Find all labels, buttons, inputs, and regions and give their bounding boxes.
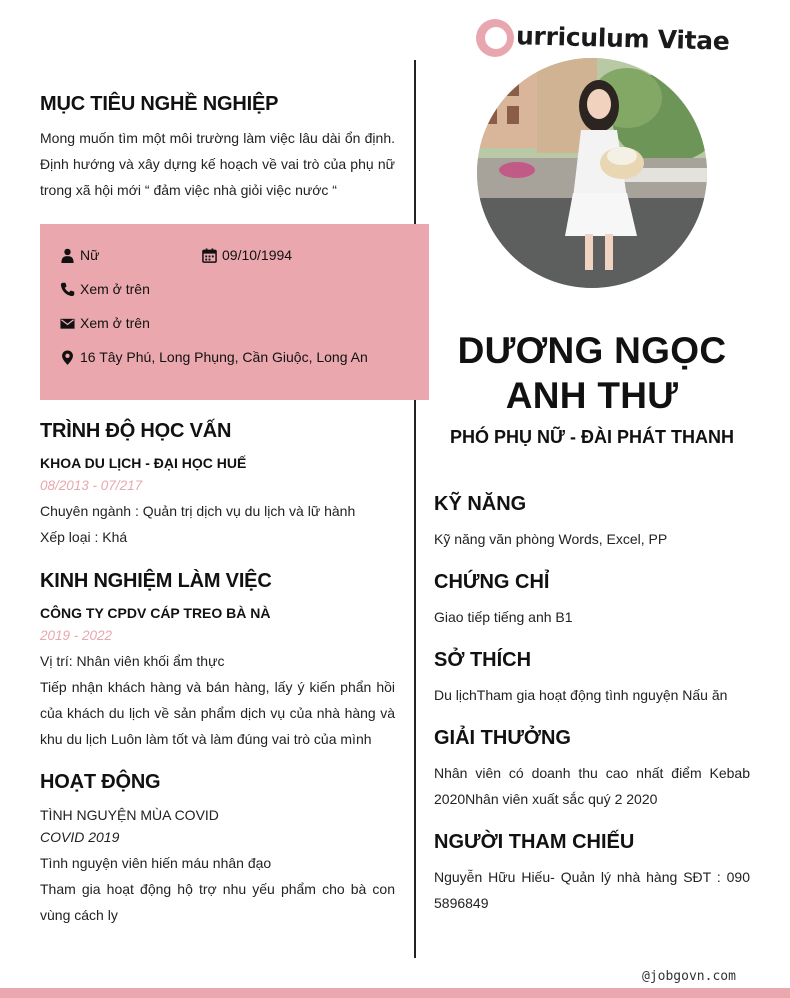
watermark: @jobgovn.com: [642, 969, 736, 984]
activity-line-2: Tham gia hoạt động hộ trợ nhu yếu phẩm cho bà con vùng cách ly: [40, 881, 395, 923]
info-birthday: [202, 247, 292, 263]
hobbies-heading: SỞ THÍCH: [434, 649, 532, 671]
info-address: [60, 349, 368, 365]
mail-icon: [60, 316, 75, 331]
info-phone: [60, 281, 150, 297]
experience-description: Tiếp nhận khách hàng và bán hàng, lấy ý kiến phẩn hồi của khách du lịch về sản phẩm dịch vụ của nhà hàng và khu du lịch Luôn làm tốt và làm đúng vai trò của mình: [40, 679, 395, 747]
experience-position: Vị trí: Nhân viên khối ẩm thực: [40, 653, 225, 669]
education-major: Chuyên ngành : Quản trị dịch vụ du lịch và lữ hành: [40, 503, 356, 519]
logo-text: urriculum Vitae: [515, 20, 730, 56]
logo-circle-icon: [476, 19, 514, 57]
education-heading: TRÌNH ĐỘ HỌC VẤN: [40, 420, 232, 442]
skills-heading: KỸ NĂNG: [434, 493, 527, 515]
phone-icon: [60, 282, 75, 297]
awards-text: Nhân viên có doanh thu cao nhất điểm Kebab 2020Nhân viên xuất sắc quý 2 2020: [434, 765, 750, 807]
calendar-icon: [202, 248, 217, 263]
activity-line-1: Tình nguyện viên hiến máu nhân đạo: [40, 855, 272, 871]
info-gender: [60, 247, 99, 263]
bottom-accent-bar: [0, 988, 790, 998]
activity-period: COVID 2019: [40, 829, 120, 845]
hobbies-text: Du lịchTham gia hoạt động tình nguyện Nấu ăn: [434, 687, 728, 703]
profile-photo: [477, 58, 707, 288]
birthday-value: 09/10/1994: [222, 247, 293, 263]
gender-value: Nữ: [80, 247, 100, 263]
name-line-2: ANH THƯ: [505, 375, 679, 416]
career-goal-heading: MỤC TIÊU NGHỀ NGHIỆP: [40, 93, 279, 115]
name-line-1: DƯƠNG NGỌC: [457, 330, 727, 371]
career-goal-text: Mong muốn tìm một môi trường làm việc lâu dài ổn định. Định hướng và xây dựng kế hoạch về vai trò của phụ nữ trong xã hội mới “ đảm việc nhà giỏi việc nước “: [40, 130, 395, 198]
profile-photo-illustration: [477, 58, 707, 288]
education-school: KHOA DU LỊCH - ĐẠI HỌC HUẾ: [40, 455, 247, 471]
email-value: Xem ở trên: [80, 315, 150, 331]
cv-logo: [476, 16, 730, 60]
phone-value: Xem ở trên: [80, 281, 150, 297]
experience-period: 2019 - 2022: [40, 628, 113, 643]
column-divider: [414, 60, 416, 958]
education-rank: Xếp loại : Khá: [40, 529, 128, 545]
activities-heading: HOẠT ĐỘNG: [40, 771, 161, 793]
job-title: PHÓ PHỤ NỮ - ĐÀI PHÁT THANH: [450, 427, 734, 447]
person-icon: [60, 248, 75, 263]
experience-heading: KINH NGHIỆM LÀM VIỆC: [40, 570, 272, 592]
awards-heading: GIẢI THƯỞNG: [434, 727, 571, 749]
skills-text: Kỹ năng văn phòng Words, Excel, PP: [434, 531, 668, 547]
activity-title: TÌNH NGUYỆN MÙA COVID: [40, 807, 219, 823]
certificates-heading: CHỨNG CHỈ: [434, 571, 550, 593]
info-email: [60, 315, 150, 331]
address-value: 16 Tây Phú, Long Phụng, Cần Giuộc, Long An: [80, 349, 368, 365]
full-name: [434, 328, 750, 418]
personal-info-box: [40, 224, 429, 400]
references-text: Nguyễn Hữu Hiếu- Quản lý nhà hàng SĐT : 090 5896849: [434, 869, 750, 911]
education-period: 08/2013 - 07/217: [40, 478, 143, 493]
experience-company: CÔNG TY CPDV CÁP TREO BÀ NÀ: [40, 605, 271, 621]
location-pin-icon: [60, 350, 75, 365]
certificates-text: Giao tiếp tiếng anh B1: [434, 609, 573, 625]
references-heading: NGƯỜI THAM CHIẾU: [434, 831, 635, 853]
